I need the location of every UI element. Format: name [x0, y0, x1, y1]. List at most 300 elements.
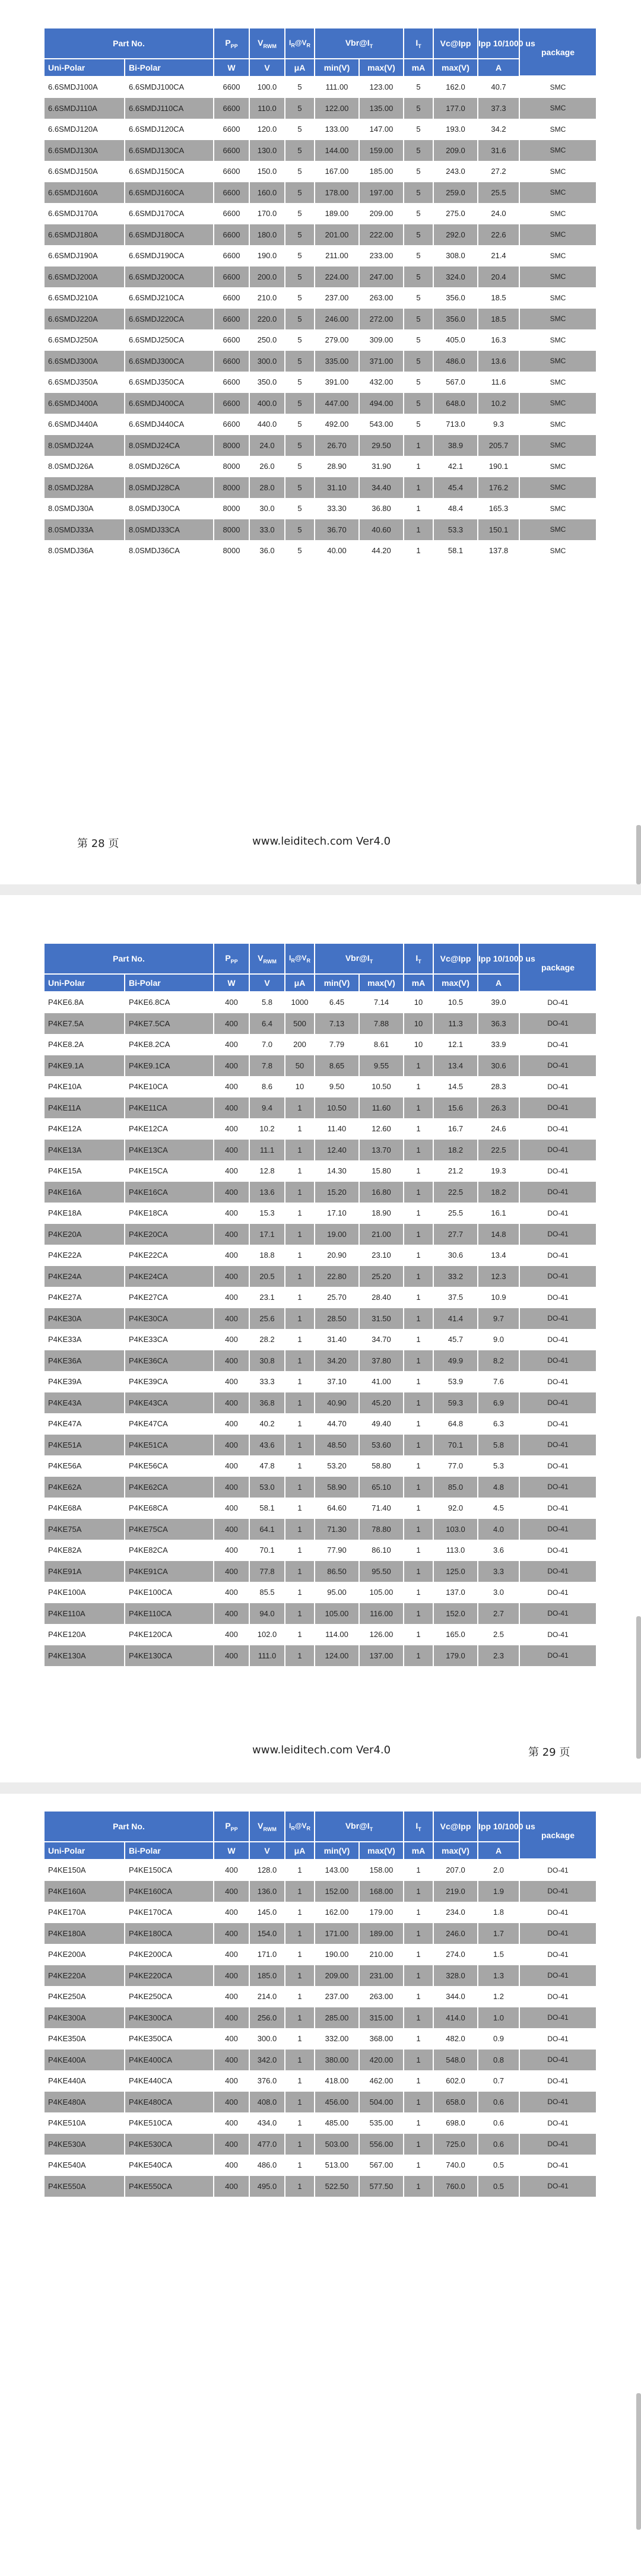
cell-vrwm: 5.8	[249, 991, 285, 1013]
table-row	[45, 98, 596, 119]
cell-it: 10	[404, 1034, 433, 1055]
cell-bi-polar: 6.6SMDJ200CA	[125, 267, 214, 288]
cell-package: DO-41	[519, 1140, 596, 1161]
cell-ppp: 6600	[214, 119, 249, 140]
cell-package: SMC	[519, 224, 596, 246]
cell-it: 1	[404, 1182, 433, 1203]
cell-it: 1	[404, 540, 433, 561]
table-header	[45, 1812, 596, 1859]
cell-vbr-min: 171.00	[315, 1923, 359, 1944]
cell-vbr-min: 86.50	[315, 1561, 359, 1582]
cell-ir: 5	[285, 287, 315, 309]
cell-ppp: 400	[214, 2070, 249, 2092]
cell-vrwm: 6.4	[249, 1013, 285, 1035]
cell-vc: 11.3	[433, 1013, 478, 1035]
cell-it: 5	[404, 203, 433, 224]
scrollbar-thumb[interactable]	[636, 2393, 641, 2530]
table-row	[45, 1624, 596, 1645]
cell-uni-polar: P4KE7.5A	[45, 1013, 125, 1035]
header-ipp: Ipp 10/1000 us	[478, 28, 519, 59]
cell-vrwm: 23.1	[249, 1287, 285, 1308]
cell-uni-polar: P4KE130A	[45, 1645, 125, 1667]
cell-vrwm: 440.0	[249, 414, 285, 435]
cell-it: 5	[404, 245, 433, 267]
cell-ir: 1	[285, 1308, 315, 1330]
cell-vbr-min: 237.00	[315, 1986, 359, 2007]
cell-vbr-max: 8.61	[359, 1034, 404, 1055]
cell-ppp: 400	[214, 1287, 249, 1308]
cell-package: SMC	[519, 477, 596, 499]
cell-bi-polar: 6.6SMDJ120CA	[125, 119, 214, 140]
cell-it: 5	[404, 98, 433, 119]
cell-vbr-min: 224.00	[315, 267, 359, 288]
cell-ppp: 400	[214, 1160, 249, 1182]
cell-ppp: 400	[214, 1371, 249, 1392]
cell-ir: 1	[285, 1944, 315, 1965]
cell-it: 1	[404, 2050, 433, 2071]
cell-vbr-max: 263.00	[359, 287, 404, 309]
cell-bi-polar: P4KE6.8CA	[125, 991, 214, 1013]
cell-ppp: 400	[214, 1097, 249, 1119]
cell-ipp: 30.6	[478, 1055, 519, 1077]
cell-uni-polar: P4KE18A	[45, 1203, 125, 1224]
cell-vbr-max: 137.00	[359, 1645, 404, 1667]
cell-vrwm: 434.0	[249, 2112, 285, 2134]
cell-vrwm: 154.0	[249, 1923, 285, 1944]
cell-ipp: 2.7	[478, 1603, 519, 1625]
cell-vrwm: 18.8	[249, 1245, 285, 1266]
cell-vbr-max: 272.00	[359, 309, 404, 330]
cell-it: 1	[404, 1477, 433, 1498]
cell-uni-polar: 8.0SMDJ33A	[45, 519, 125, 541]
cell-package: DO-41	[519, 1392, 596, 1414]
header-vrwm: $V_{RWM}$	[249, 1812, 285, 1842]
cell-vbr-min: 17.10	[315, 1203, 359, 1224]
cell-vc: 344.0	[433, 1986, 478, 2007]
cell-vbr-min: 522.50	[315, 2176, 359, 2197]
cell-ipp: 36.3	[478, 1013, 519, 1035]
cell-bi-polar: P4KE110CA	[125, 1603, 214, 1625]
header-vc: Vc@Ipp	[433, 944, 478, 974]
header-uni-polar: Uni-Polar	[45, 1842, 125, 1859]
cell-uni-polar: 6.6SMDJ120A	[45, 119, 125, 140]
cell-it: 1	[404, 1561, 433, 1582]
cell-ir: 1	[285, 1097, 315, 1119]
cell-vrwm: 11.1	[249, 1140, 285, 1161]
cell-vrwm: 160.0	[249, 182, 285, 204]
table-row	[45, 1413, 596, 1435]
cell-package: SMC	[519, 329, 596, 351]
cell-vrwm: 15.3	[249, 1203, 285, 1224]
cell-vc: 740.0	[433, 2155, 478, 2176]
cell-ppp: 400	[214, 1561, 249, 1582]
cell-vrwm: 190.0	[249, 245, 285, 267]
cell-vbr-min: 335.00	[315, 351, 359, 372]
cell-package: SMC	[519, 393, 596, 414]
cell-ipp: 165.3	[478, 498, 519, 519]
table-row	[45, 393, 596, 414]
cell-ipp: 4.5	[478, 1498, 519, 1519]
table-row	[45, 2176, 596, 2197]
table-row	[45, 1435, 596, 1456]
cell-vrwm: 40.2	[249, 1413, 285, 1435]
cell-package: DO-41	[519, 1203, 596, 1224]
cell-vc: 152.0	[433, 1603, 478, 1625]
cell-vc: 405.0	[433, 329, 478, 351]
cell-uni-polar: P4KE12A	[45, 1118, 125, 1140]
cell-ir: 1	[285, 1624, 315, 1645]
table-row	[45, 1182, 596, 1203]
cell-vc: 414.0	[433, 2007, 478, 2029]
cell-vbr-min: 209.00	[315, 1965, 359, 1987]
cell-bi-polar: P4KE91CA	[125, 1561, 214, 1582]
cell-vbr-min: 64.60	[315, 1498, 359, 1519]
cell-ppp: 8000	[214, 498, 249, 519]
cell-bi-polar: P4KE130CA	[125, 1645, 214, 1667]
cell-vbr-max: 567.00	[359, 2155, 404, 2176]
cell-ppp: 400	[214, 1923, 249, 1944]
unit-v: V	[249, 974, 285, 991]
cell-uni-polar: 6.6SMDJ350A	[45, 372, 125, 393]
cell-uni-polar: P4KE170A	[45, 1902, 125, 1923]
cell-ppp: 6600	[214, 224, 249, 246]
cell-ipp: 0.6	[478, 2092, 519, 2113]
cell-bi-polar: P4KE550CA	[125, 2176, 214, 2197]
cell-vrwm: 30.8	[249, 1350, 285, 1372]
cell-ipp: 24.0	[478, 203, 519, 224]
cell-vbr-max: 535.00	[359, 2112, 404, 2134]
cell-vc: 658.0	[433, 2092, 478, 2113]
cell-vc: 209.0	[433, 140, 478, 161]
cell-bi-polar: P4KE33CA	[125, 1329, 214, 1350]
cell-ipp: 4.0	[478, 1519, 519, 1540]
cell-package: SMC	[519, 309, 596, 330]
table-header	[45, 944, 596, 991]
cell-it: 1	[404, 1923, 433, 1944]
scrollbar-thumb[interactable]	[636, 825, 641, 884]
cell-vbr-min: 105.00	[315, 1603, 359, 1625]
cell-vc: 113.0	[433, 1540, 478, 1561]
cell-vbr-min: 77.90	[315, 1540, 359, 1561]
cell-it: 5	[404, 372, 433, 393]
cell-package: DO-41	[519, 1224, 596, 1245]
cell-uni-polar: P4KE200A	[45, 1944, 125, 1965]
cell-package: DO-41	[519, 1350, 596, 1372]
cell-vrwm: 170.0	[249, 203, 285, 224]
cell-ipp: 1.9	[478, 1881, 519, 1902]
table-row	[45, 1561, 596, 1582]
header-part-no: Part No.	[45, 1812, 214, 1842]
cell-ipp: 18.2	[478, 1182, 519, 1203]
cell-ir: 1	[285, 1413, 315, 1435]
cell-ir: 5	[285, 161, 315, 182]
cell-package: DO-41	[519, 2176, 596, 2197]
cell-vbr-min: 14.30	[315, 1160, 359, 1182]
unit-min: min(V)	[315, 1842, 359, 1859]
cell-it: 5	[404, 309, 433, 330]
cell-uni-polar: P4KE20A	[45, 1224, 125, 1245]
cell-ppp: 400	[214, 1435, 249, 1456]
cell-vbr-max: 123.00	[359, 76, 404, 98]
cell-it: 1	[404, 1287, 433, 1308]
header-ppp: $P_{PP}$	[214, 28, 249, 59]
cell-ir: 1	[285, 1923, 315, 1944]
cell-it: 1	[404, 498, 433, 519]
cell-ppp: 400	[214, 1245, 249, 1266]
unit-min: min(V)	[315, 59, 359, 76]
cell-ppp: 400	[214, 2028, 249, 2050]
cell-vbr-max: 21.00	[359, 1224, 404, 1245]
cell-vbr-min: 34.20	[315, 1350, 359, 1372]
cell-ppp: 400	[214, 1477, 249, 1498]
cell-bi-polar: P4KE180CA	[125, 1923, 214, 1944]
cell-vc: 70.1	[433, 1435, 478, 1456]
cell-it: 1	[404, 1540, 433, 1561]
cell-vc: 219.0	[433, 1881, 478, 1902]
cell-it: 1	[404, 1224, 433, 1245]
cell-ir: 5	[285, 477, 315, 499]
cell-vrwm: 185.0	[249, 1965, 285, 1987]
cell-it: 1	[404, 1140, 433, 1161]
cell-vrwm: 7.0	[249, 1034, 285, 1055]
cell-uni-polar: P4KE75A	[45, 1519, 125, 1540]
cell-vbr-max: 9.55	[359, 1055, 404, 1077]
cell-ipp: 40.7	[478, 76, 519, 98]
cell-package: SMC	[519, 435, 596, 456]
unit-vc: max(V)	[433, 974, 478, 991]
cell-bi-polar: P4KE10CA	[125, 1076, 214, 1097]
unit-ma: mA	[404, 1842, 433, 1859]
cell-ipp: 2.3	[478, 1645, 519, 1667]
cell-vbr-min: 133.00	[315, 119, 359, 140]
cell-ipp: 0.5	[478, 2155, 519, 2176]
table-row	[45, 203, 596, 224]
cell-vc: 713.0	[433, 414, 478, 435]
cell-package: SMC	[519, 203, 596, 224]
cell-ppp: 400	[214, 1944, 249, 1965]
cell-vc: 162.0	[433, 76, 478, 98]
cell-ppp: 400	[214, 1986, 249, 2007]
cell-it: 1	[404, 1371, 433, 1392]
cell-bi-polar: 6.6SMDJ130CA	[125, 140, 214, 161]
cell-package: DO-41	[519, 2070, 596, 2092]
table-row	[45, 309, 596, 330]
cell-bi-polar: P4KE39CA	[125, 1371, 214, 1392]
cell-ipp: 0.6	[478, 2112, 519, 2134]
cell-vc: 33.2	[433, 1266, 478, 1287]
table-row	[45, 1118, 596, 1140]
cell-bi-polar: P4KE300CA	[125, 2007, 214, 2029]
cell-bi-polar: P4KE250CA	[125, 1986, 214, 2007]
cell-ppp: 400	[214, 2007, 249, 2029]
cell-it: 5	[404, 414, 433, 435]
cell-uni-polar: 6.6SMDJ210A	[45, 287, 125, 309]
cell-package: DO-41	[519, 1329, 596, 1350]
table-row	[45, 1519, 596, 1540]
cell-vrwm: 110.0	[249, 98, 285, 119]
unit-ma: mA	[404, 974, 433, 991]
table-row	[45, 1582, 596, 1603]
cell-package: SMC	[519, 98, 596, 119]
cell-bi-polar: P4KE62CA	[125, 1477, 214, 1498]
cell-vbr-max: 158.00	[359, 1859, 404, 1881]
cell-package: DO-41	[519, 1308, 596, 1330]
cell-vbr-max: 105.00	[359, 1582, 404, 1603]
table-header	[45, 28, 596, 76]
cell-it: 1	[404, 1245, 433, 1266]
cell-it: 1	[404, 2070, 433, 2092]
cell-ipp: 10.9	[478, 1287, 519, 1308]
cell-ipp: 1.5	[478, 1944, 519, 1965]
header-uni-polar: Uni-Polar	[45, 974, 125, 991]
table-row	[45, 2070, 596, 2092]
cell-it: 1	[404, 1329, 433, 1350]
cell-it: 5	[404, 224, 433, 246]
cell-package: DO-41	[519, 1013, 596, 1035]
cell-ir: 1	[285, 1902, 315, 1923]
cell-uni-polar: P4KE91A	[45, 1561, 125, 1582]
cell-ipp: 16.3	[478, 329, 519, 351]
cell-uni-polar: P4KE16A	[45, 1182, 125, 1203]
table-row	[45, 2028, 596, 2050]
cell-vbr-max: 231.00	[359, 1965, 404, 1987]
cell-it: 1	[404, 1118, 433, 1140]
cell-it: 5	[404, 393, 433, 414]
cell-bi-polar: 6.6SMDJ180CA	[125, 224, 214, 246]
cell-ir: 1	[285, 1455, 315, 1477]
table-row	[45, 2050, 596, 2071]
cell-uni-polar: 6.6SMDJ250A	[45, 329, 125, 351]
cell-uni-polar: 6.6SMDJ220A	[45, 309, 125, 330]
cell-vc: 486.0	[433, 351, 478, 372]
cell-ppp: 400	[214, 1519, 249, 1540]
table-row	[45, 540, 596, 561]
cell-vrwm: 300.0	[249, 351, 285, 372]
table-row	[45, 1203, 596, 1224]
cell-ir: 1	[285, 1603, 315, 1625]
cell-bi-polar: 6.6SMDJ220CA	[125, 309, 214, 330]
cell-ir: 1	[285, 1140, 315, 1161]
cell-vbr-max: 179.00	[359, 1902, 404, 1923]
cell-ipp: 10.2	[478, 393, 519, 414]
cell-vc: 207.0	[433, 1859, 478, 1881]
cell-ipp: 3.3	[478, 1561, 519, 1582]
table-row	[45, 1287, 596, 1308]
cell-ipp: 28.3	[478, 1076, 519, 1097]
cell-vc: 10.5	[433, 991, 478, 1013]
cell-ipp: 33.9	[478, 1034, 519, 1055]
cell-bi-polar: 6.6SMDJ160CA	[125, 182, 214, 204]
header-vc: Vc@Ipp	[433, 1812, 478, 1842]
cell-uni-polar: 6.6SMDJ440A	[45, 414, 125, 435]
cell-vbr-min: 71.30	[315, 1519, 359, 1540]
cell-it: 5	[404, 76, 433, 98]
cell-vc: 275.0	[433, 203, 478, 224]
cell-ppp: 400	[214, 1582, 249, 1603]
cell-bi-polar: P4KE120CA	[125, 1624, 214, 1645]
cell-it: 1	[404, 1965, 433, 1987]
cell-vbr-min: 28.50	[315, 1308, 359, 1330]
spec-table	[45, 1812, 597, 2197]
cell-uni-polar: P4KE400A	[45, 2050, 125, 2071]
cell-vbr-min: 114.00	[315, 1624, 359, 1645]
cell-ppp: 400	[214, 2176, 249, 2197]
cell-ipp: 6.3	[478, 1413, 519, 1435]
cell-vbr-max: 309.00	[359, 329, 404, 351]
cell-vbr-min: 503.00	[315, 2134, 359, 2155]
cell-ir: 5	[285, 98, 315, 119]
cell-vrwm: 10.2	[249, 1118, 285, 1140]
cell-it: 1	[404, 1350, 433, 1372]
cell-vc: 482.0	[433, 2028, 478, 2050]
cell-bi-polar: 6.6SMDJ190CA	[125, 245, 214, 267]
cell-it: 1	[404, 1603, 433, 1625]
cell-package: DO-41	[519, 1624, 596, 1645]
cell-vc: 27.7	[433, 1224, 478, 1245]
cell-package: DO-41	[519, 1245, 596, 1266]
cell-package: DO-41	[519, 1160, 596, 1182]
cell-ppp: 6600	[214, 393, 249, 414]
cell-vbr-max: 420.00	[359, 2050, 404, 2071]
cell-vrwm: 210.0	[249, 287, 285, 309]
cell-ppp: 400	[214, 1540, 249, 1561]
table-row	[45, 1160, 596, 1182]
cell-ipp: 31.6	[478, 140, 519, 161]
cell-bi-polar: P4KE13CA	[125, 1140, 214, 1161]
header-uni-polar: Uni-Polar	[45, 59, 125, 76]
cell-vbr-min: 40.00	[315, 540, 359, 561]
cell-uni-polar: P4KE11A	[45, 1097, 125, 1119]
page-number: 第 29 页	[528, 1746, 570, 1759]
cell-ppp: 8000	[214, 540, 249, 561]
cell-uni-polar: P4KE8.2A	[45, 1034, 125, 1055]
cell-vc: 274.0	[433, 1944, 478, 1965]
cell-package: DO-41	[519, 1645, 596, 1667]
cell-vbr-max: 78.80	[359, 1519, 404, 1540]
cell-vbr-max: 159.00	[359, 140, 404, 161]
cell-vbr-max: 222.00	[359, 224, 404, 246]
table-row	[45, 1477, 596, 1498]
cell-ir: 5	[285, 372, 315, 393]
table-row	[45, 76, 596, 98]
cell-vbr-max: 37.80	[359, 1350, 404, 1372]
unit-w: W	[214, 59, 249, 76]
cell-vc: 725.0	[433, 2134, 478, 2155]
cell-vc: 37.5	[433, 1287, 478, 1308]
cell-ir: 1	[285, 2028, 315, 2050]
cell-ir: 1	[285, 2092, 315, 2113]
cell-package: SMC	[519, 519, 596, 541]
cell-ppp: 400	[214, 2134, 249, 2155]
cell-vrwm: 47.8	[249, 1455, 285, 1477]
cell-vc: 16.7	[433, 1118, 478, 1140]
table-row	[45, 1603, 596, 1625]
scrollbar-thumb[interactable]	[636, 1616, 641, 1759]
cell-vrwm: 220.0	[249, 309, 285, 330]
cell-ipp: 205.7	[478, 435, 519, 456]
cell-it: 1	[404, 1902, 433, 1923]
cell-bi-polar: P4KE9.1CA	[125, 1055, 214, 1077]
cell-ipp: 11.6	[478, 372, 519, 393]
cell-ipp: 9.7	[478, 1308, 519, 1330]
table-row	[45, 161, 596, 182]
cell-ipp: 21.4	[478, 245, 519, 267]
cell-vbr-min: 211.00	[315, 245, 359, 267]
cell-vrwm: 33.0	[249, 519, 285, 541]
header-ppp: $P_{PP}$	[214, 944, 249, 974]
cell-package: DO-41	[519, 1582, 596, 1603]
cell-ipp: 24.6	[478, 1118, 519, 1140]
